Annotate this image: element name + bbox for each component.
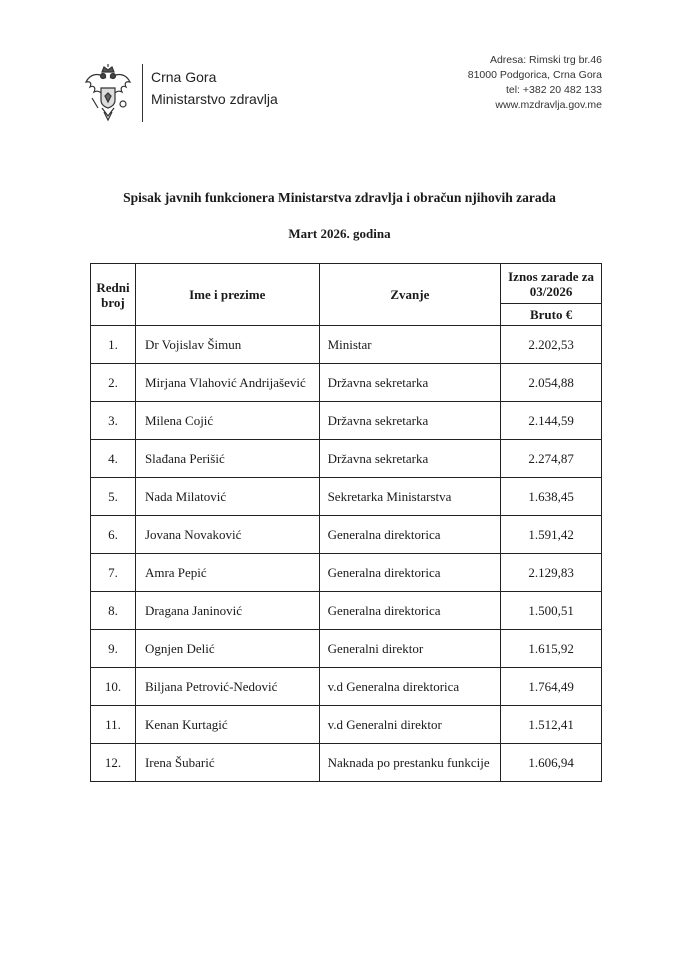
contact-city: 81000 Podgorica, Crna Gora [467,69,602,81]
row-title: Generalni direktor [319,630,501,668]
row-title: Ministar [319,326,501,364]
row-name: Kenan Kurtagić [135,706,319,744]
document-title: Spisak javnih funkcionera Ministarstva zdravlja i obračun njihovih zarada [123,190,556,205]
table-row [91,668,602,706]
col-header-name: Ime i prezime [135,264,319,326]
row-number: 6. [91,516,136,554]
row-amount: 1.591,42 [501,516,602,554]
coat-of-arms-icon [84,64,132,122]
col-header-amount: Iznos zarade za 03/2026 [501,264,602,304]
row-name: Dragana Janinović [135,592,319,630]
row-amount: 1.512,41 [501,706,602,744]
row-title: Generalna direktorica [319,592,501,630]
row-number: 10. [91,668,136,706]
contact-website: www.mzdravlja.gov.me [495,99,602,111]
org-ministry: Ministarstvo zdravlja [151,91,278,107]
row-amount: 2.274,87 [501,440,602,478]
row-amount: 2.129,83 [501,554,602,592]
row-name: Nada Milatović [135,478,319,516]
table-row [91,364,602,402]
row-number: 8. [91,592,136,630]
row-name: Dr Vojislav Šimun [135,326,319,364]
row-name: Mirjana Vlahović Andrijašević [135,364,319,402]
row-amount: 2.144,59 [501,402,602,440]
row-title: Naknada po prestanku funkcije [319,744,501,782]
row-title: v.d Generalni direktor [319,706,501,744]
contact-phone: tel: +382 20 482 133 [505,84,602,96]
letterhead-divider [142,64,143,122]
col-header-no: Redni broj [91,264,136,326]
contact-address: Adresa: Rimski trg br.46 [489,54,602,66]
row-number: 7. [91,554,136,592]
row-name: Slađana Perišić [135,440,319,478]
table-row [91,326,602,364]
row-title: Državna sekretarka [319,402,501,440]
row-amount: 1.500,51 [501,592,602,630]
document-period: Mart 2026. godina [288,226,391,241]
col-header-amount-sub: Bruto € [501,304,602,326]
table-row [91,744,602,782]
org-country: Crna Gora [151,69,217,85]
row-amount: 1.638,45 [501,478,602,516]
row-amount: 2.202,53 [501,326,602,364]
row-number: 5. [91,478,136,516]
row-name: Amra Pepić [135,554,319,592]
table-row [91,554,602,592]
row-title: Generalna direktorica [319,516,501,554]
table-row [91,516,602,554]
row-title: Sekretarka Ministarstva [319,478,501,516]
table-row [91,592,602,630]
row-amount: 1.606,94 [501,744,602,782]
row-title: v.d Generalna direktorica [319,668,501,706]
row-title: Generalna direktorica [319,554,501,592]
row-amount: 1.764,49 [501,668,602,706]
col-header-title: Zvanje [319,264,501,326]
contact-block [468,53,602,113]
row-amount: 1.615,92 [501,630,602,668]
row-title: Državna sekretarka [319,364,501,402]
table-row [91,440,602,478]
row-number: 9. [91,630,136,668]
row-title: Državna sekretarka [319,440,501,478]
row-number: 2. [91,364,136,402]
organization-name [151,66,278,110]
row-name: Biljana Petrović-Nedović [135,668,319,706]
row-number: 12. [91,744,136,782]
row-number: 4. [91,440,136,478]
table-row [91,478,602,516]
row-number: 11. [91,706,136,744]
table-body [91,326,602,782]
row-name: Ognjen Delić [135,630,319,668]
row-name: Milena Cojić [135,402,319,440]
table-row [91,706,602,744]
row-name: Irena Šubarić [135,744,319,782]
row-name: Jovana Novaković [135,516,319,554]
table-row [91,630,602,668]
row-amount: 2.054,88 [501,364,602,402]
salary-table [90,263,602,782]
table-row [91,402,602,440]
row-number: 3. [91,402,136,440]
row-number: 1. [91,326,136,364]
